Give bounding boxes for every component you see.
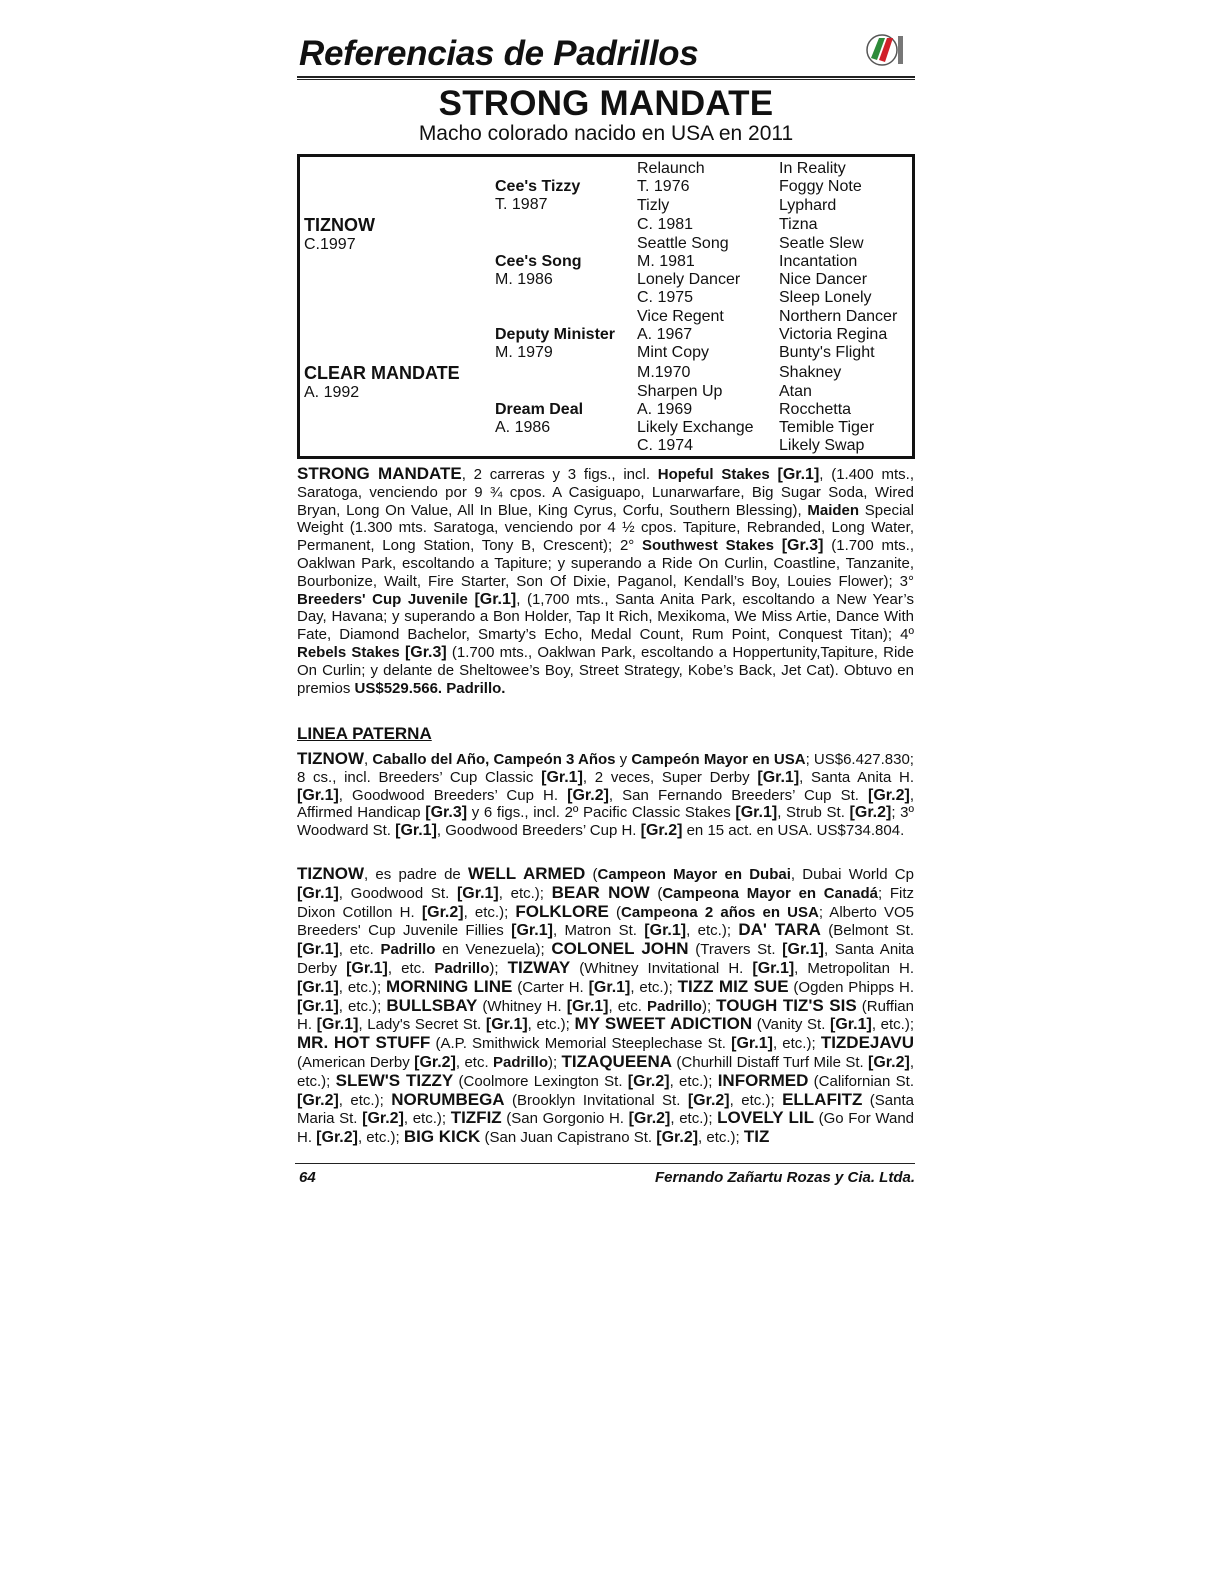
text-run: );	[701, 997, 717, 1015]
text-run: , etc.	[338, 941, 381, 959]
pedigree-g2-info: A. 1986	[495, 419, 551, 436]
text-run: , etc.);	[772, 1035, 821, 1053]
text-run: Special Weight (1.300 mts. Saratoga, venciendo por 4 ½ cpos. Tapiture, Rebranded, Long Water, Permanent, Long Station, Tony B, Crescent); 2°	[297, 501, 914, 555]
pedigree-g3-info: T. 1976	[637, 178, 690, 195]
text-run: (Carter H.	[512, 978, 589, 996]
text-run: (Whitney H.	[477, 997, 567, 1015]
horse-name-inline: COLONEL JOHN	[551, 939, 689, 959]
pedigree-dam-name: CLEAR MANDATE	[304, 363, 460, 383]
pedigree-g2-info: M. 1986	[495, 271, 553, 288]
text-run: , etc.);	[698, 1129, 744, 1147]
grade-label: [Gr.2]	[640, 822, 683, 840]
horse-name-inline: ELLAFITZ	[782, 1089, 863, 1109]
horse-name-inline: LOVELY LIL	[717, 1108, 814, 1128]
pedigree-g3-name: Lonely Dancer	[637, 271, 741, 288]
grade-label: [Gr.1]	[731, 1035, 773, 1053]
text-run: y	[615, 751, 632, 768]
grade-label: [Gr.2]	[868, 786, 910, 804]
text-run: , Metropolitan H.	[794, 959, 914, 977]
grade-label: [Gr.1]	[316, 1016, 359, 1034]
sire-record	[297, 750, 914, 840]
text-run: , Strub St.	[777, 804, 850, 822]
text-run: Padrillo	[493, 1053, 549, 1071]
section-title-linea-paterna: LINEA PATERNA	[297, 724, 432, 743]
pedigree-g4-name: Temible Tiger	[779, 419, 875, 436]
pedigree-g2-info: T. 1987	[495, 196, 548, 213]
horse-name-inline: BEAR NOW	[551, 882, 650, 902]
text-run: , es padre de	[364, 866, 468, 883]
horse-name-inline: MY SWEET ADICTION	[574, 1014, 753, 1034]
text-run: (Brooklyn Invitational St.	[504, 1091, 688, 1109]
progeny-list	[297, 865, 914, 1147]
horse-name-inline: MORNING LINE	[386, 976, 513, 996]
horse-name-inline: SLEW'S TIZZY	[335, 1070, 454, 1090]
text-run: ; US$6.427.830; 8 cs., incl. Breeders’ Cup Classic	[297, 751, 914, 786]
pedigree-g3-info: A. 1969	[637, 401, 693, 418]
text-run: (	[649, 884, 663, 902]
horse-name-inline: TIZAQUEENA	[561, 1051, 673, 1071]
text-run: , etc.);	[498, 884, 552, 902]
pedigree-g3-info: C. 1974	[637, 437, 694, 454]
pedigree-g3-name: Tizly	[637, 197, 670, 214]
text-run: Hopeful Stakes	[657, 466, 770, 483]
grade-label: [Gr.1]	[757, 768, 800, 786]
text-run: , etc.	[387, 959, 435, 977]
grade-label: [Gr.1]	[782, 941, 824, 959]
horse-name-inline: WELL ARMED	[467, 864, 586, 883]
grade-label: [Gr.1]	[752, 959, 795, 977]
text-run: , etc.);	[669, 1072, 718, 1090]
page-header	[297, 26, 915, 76]
text-run: , Matron St.	[552, 922, 645, 940]
page-number: 64	[299, 1169, 316, 1186]
horse-name: STRONG MANDATE	[438, 84, 774, 123]
grade-label: [Gr.1]	[485, 1016, 528, 1034]
pedigree-g4-name: Tizna	[779, 216, 818, 233]
grade-label: [Gr.2]	[421, 903, 464, 921]
grade-label: [Gr.1]	[395, 822, 437, 840]
grade-label: [Gr.1]	[297, 884, 339, 902]
horse-name-inline: TIZ	[743, 1127, 770, 1147]
text-run: (Santa Maria St.	[297, 1091, 915, 1128]
pedigree-g3-info: M.1970	[637, 364, 691, 381]
horse-name-inline: TOUGH TIZ'S SIS	[716, 995, 857, 1015]
pedigree-g2-name: Deputy Minister	[495, 326, 616, 343]
text-run: (Ruffian H.	[297, 997, 914, 1034]
text-run: , (1.400 mts., Saratoga, venciendo por 9 ¾ cpos. A Casiguapo, Lunarwarfare, Big Sugar Soda, Wired Bryan, Long On Value, All In Blue, King Cyrus, Corfu, Southern Blessing),	[297, 466, 914, 519]
text-run: (1.700 mts., Oaklwan Park, escoltando a Hoppertunity,Tapiture, Ride On Curlin; y delante de Sheltowee’s Boy, Street Strategy, Kobe’s Back, Jet Cat). Obtuvo en premios	[297, 643, 914, 697]
grade-label: [Gr.1]	[474, 590, 517, 608]
text-run: , Dubai World Cp	[790, 866, 914, 883]
text-run: , etc.);	[357, 1129, 404, 1147]
text-run: , etc.	[608, 997, 647, 1015]
horse-name-inline: FOLKLORE	[515, 901, 609, 921]
text-run: Padrillo	[646, 997, 702, 1015]
pedigree-g2-name: Cee's Tizzy	[495, 178, 581, 195]
pedigree-g2-info: M. 1979	[495, 344, 553, 361]
grade-label: [Gr.2]	[687, 1091, 730, 1109]
text-run: , etc.);	[403, 1110, 451, 1128]
text-run: (Churhill Distaff Turf Mile St.	[672, 1053, 869, 1071]
pedigree-g3-info: C. 1981	[637, 216, 694, 233]
text-run: , Goodwood Breeders’ Cup H.	[436, 822, 641, 840]
text-run: , Affirmed Handicap	[297, 786, 914, 822]
text-run: , Lady's Secret St.	[358, 1016, 486, 1034]
pedigree-g3-name: Sharpen Up	[637, 383, 723, 400]
text-run: Rebels Stakes	[297, 643, 400, 661]
text-run: ,	[364, 751, 373, 768]
text-run: (Ogden Phipps H.	[788, 978, 915, 996]
grade-label: [Gr.1]	[297, 997, 339, 1015]
horse-name-inline: TIZNOW	[297, 749, 365, 768]
text-run: , etc.);	[463, 903, 516, 921]
pedigree-g4-name: Shakney	[779, 364, 842, 381]
pedigree-g2-name: Cee's Song	[495, 253, 582, 270]
text-run: , etc.);	[338, 978, 387, 996]
grade-label: [Gr.2]	[656, 1129, 699, 1147]
grade-label: [Gr.1]	[588, 978, 631, 996]
text-run: (American Derby	[297, 1053, 415, 1071]
horse-name-inline: BULLSBAY	[386, 995, 478, 1015]
pedigree-g4-name: Lyphard	[779, 197, 837, 214]
pedigree-g4-name: In Reality	[779, 160, 846, 177]
pedigree-g4-name: Northern Dancer	[779, 308, 898, 325]
text-run: , etc.);	[297, 1053, 914, 1090]
grade-label: [Gr.2]	[316, 1129, 358, 1147]
grade-label: [Gr.2]	[849, 804, 892, 822]
horse-name-inline: BIG KICK	[403, 1127, 481, 1147]
text-run: (Californian St.	[808, 1072, 915, 1090]
header-title: Referencias de Padrillos	[299, 34, 699, 73]
grade-label: [Gr.1]	[297, 941, 339, 959]
horse-name-inline: DA' TARA	[738, 920, 821, 940]
pedigree-g4-name: Sleep Lonely	[779, 289, 872, 306]
horse-name-inline: NORUMBEGA	[391, 1089, 505, 1109]
text-run: , etc.);	[729, 1091, 783, 1109]
text-run: (Coolmore Lexington St.	[453, 1072, 628, 1090]
publisher-logo-icon	[865, 30, 905, 70]
pedigree-g4-name: Likely Swap	[779, 437, 865, 454]
horse-description: Macho colorado nacido en USA en 2011	[418, 122, 794, 145]
text-run: , Goodwood Breeders’ Cup H.	[338, 786, 568, 804]
pedigree-g2-name: Dream Deal	[495, 401, 584, 418]
text-run: , etc.	[455, 1053, 493, 1071]
grade-label: [Gr.2]	[628, 1110, 671, 1128]
text-run: (Travers St.	[688, 941, 783, 959]
pedigree-g3-name: Vice Regent	[637, 308, 724, 325]
grade-label: [Gr.2]	[868, 1053, 910, 1071]
header-rule	[297, 76, 915, 80]
text-run: (San Juan Capistrano St.	[480, 1129, 657, 1147]
text-run: en 15 act. en USA. US$734.804.	[682, 822, 905, 840]
pedigree-g3-name: Likely Exchange	[637, 419, 754, 436]
text-run: Southwest Stakes	[642, 537, 774, 555]
pedigree-g4-name: Incantation	[779, 253, 858, 270]
footer-rule	[295, 1163, 915, 1164]
grade-label: [Gr.1]	[777, 466, 820, 483]
grade-label: [Gr.1]	[541, 768, 583, 786]
text-run: (San Gorgonio H.	[501, 1110, 629, 1128]
text-run: Padrillo	[434, 959, 490, 977]
text-run: US$529.566. Padrillo.	[354, 679, 506, 697]
grade-label: [Gr.3]	[781, 537, 824, 555]
pedigree-g3-info: A. 1967	[637, 326, 693, 343]
text-run: y 6 figs., incl. 2º Pacific Classic Stakes	[467, 804, 736, 822]
grade-label: [Gr.2]	[414, 1053, 456, 1071]
racing-record	[297, 465, 914, 697]
pedigree-g4-name: Rocchetta	[779, 401, 852, 418]
text-run: Breeders' Cup Juvenile	[297, 590, 468, 608]
text-run	[774, 537, 782, 554]
text-run: , Santa Anita H.	[799, 768, 915, 786]
text-run: en Venezuela);	[435, 941, 552, 959]
grade-label: [Gr.1]	[346, 959, 388, 977]
pedigree-dam-info: A. 1992	[304, 384, 360, 401]
text-run: Campeón Mayor en USA	[631, 751, 806, 768]
horse-name-inline: TIZFIZ	[450, 1108, 502, 1128]
grade-label: [Gr.1]	[566, 997, 609, 1015]
text-run: (Whitney Invitational H.	[570, 959, 753, 977]
grade-label: [Gr.1]	[297, 978, 339, 996]
text-run: ; Fitz Dixon Cotillon H.	[297, 884, 914, 921]
text-run: Maiden	[807, 501, 860, 519]
text-run: , (1,700 mts., Santa Anita Park, escoltando a New Year’s Day, Havana; y superando a Bon Holder, Tap It Rich, Mexikoma, We Miss Artie, Dance With Fate, Diamond Bachelor, Smarty’s Echo, Medal Count, Rum Point, Conquest Titan); 4º	[297, 590, 914, 644]
horse-name-inline: TIZDEJAVU	[820, 1033, 915, 1053]
pedigree-g3-info: M. 1981	[637, 253, 695, 270]
pedigree-g3-name: Seattle Song	[637, 235, 729, 252]
publisher-name: Fernando Zañartu Rozas y Cia. Ltda.	[654, 1169, 915, 1186]
grade-label: [Gr.3]	[425, 804, 468, 822]
grade-label: [Gr.1]	[511, 922, 553, 940]
text-run: , 2 veces, Super Derby	[582, 768, 758, 786]
text-run: ; 3º Woodward St.	[297, 804, 914, 840]
text-run: , 2 carreras y 3 figs., incl.	[461, 466, 658, 483]
text-run: , etc.);	[871, 1016, 914, 1034]
text-run: (Go For Wand H.	[297, 1110, 915, 1147]
text-run: Caballo del Año, Campeón 3 Años	[372, 751, 616, 768]
pedigree-g4-name: Bunty's Flight	[779, 344, 875, 361]
text-run: (Vanity St.	[752, 1016, 831, 1034]
horse-name-inline: STRONG MANDATE	[297, 464, 462, 483]
grade-label: [Gr.2]	[297, 1091, 339, 1109]
pedigree-g3-info: C. 1975	[637, 289, 694, 306]
grade-label: [Gr.3]	[404, 643, 447, 661]
text-run: );	[489, 959, 508, 977]
text-run: Campeona 2 años en USA	[621, 903, 819, 921]
text-run: ; Alberto VO5 Breeders' Cup Juvenile Fillies	[297, 903, 914, 940]
pedigree-g3-name: Relaunch	[637, 160, 705, 177]
grade-label: [Gr.2]	[362, 1110, 404, 1128]
text-run: Campeona Mayor en Canadá	[662, 884, 878, 902]
text-run: Campeon Mayor en Dubai	[597, 866, 791, 883]
horse-name-inline: INFORMED	[717, 1070, 809, 1090]
text-run: (1.700 mts., Oaklwan Park, escoltando a Tapiture; y superando a Ride On Curlin, Coastline, Tanzanite, Bourbonize, Wailt, Fire Starter, Son Of Dixie, Paganol, Kendall’s Boy, Louies Flower); 3°	[297, 537, 914, 590]
pedigree-g4-name: Atan	[779, 383, 812, 400]
horse-name-inline: TIZNOW	[297, 864, 365, 883]
grade-label: [Gr.1]	[297, 786, 339, 804]
grade-label: [Gr.1]	[735, 804, 778, 822]
grade-label: [Gr.1]	[644, 922, 687, 940]
pedigree-table	[297, 154, 915, 459]
text-run: Padrillo	[380, 941, 436, 959]
pedigree-g4-name: Foggy Note	[779, 178, 862, 195]
text-run: , San Fernando Breeders’ Cup St.	[608, 786, 869, 804]
text-run: , Santa Anita Derby	[297, 941, 914, 977]
document-page	[297, 26, 915, 1186]
pedigree-g4-name: Victoria Regina	[779, 326, 888, 343]
pedigree-g3-name: Mint Copy	[637, 344, 710, 361]
text-run: , etc.);	[338, 1091, 392, 1109]
text-run: , etc.);	[338, 997, 387, 1015]
text-run: (Belmont St.	[820, 922, 915, 940]
pedigree-sire-info: C.1997	[304, 236, 356, 253]
text-run: , etc.);	[630, 978, 678, 996]
text-run: , etc.);	[527, 1016, 575, 1034]
grade-label: [Gr.1]	[830, 1016, 872, 1034]
text-run: , Goodwood St.	[338, 884, 457, 902]
pedigree-g4-name: Nice Dancer	[779, 271, 868, 288]
horse-name-inline: MR. HOT STUFF	[297, 1033, 431, 1053]
pedigree-sire-name: TIZNOW	[304, 215, 375, 235]
pedigree-g4-name: Seatle Slew	[779, 235, 864, 252]
grade-label: [Gr.2]	[567, 786, 609, 804]
grade-label: [Gr.1]	[456, 884, 499, 902]
text-run: (	[585, 866, 598, 883]
text-run: , etc.);	[670, 1110, 718, 1128]
horse-name-inline: TIZWAY	[507, 957, 571, 977]
text-run: );	[548, 1053, 562, 1071]
text-run: (A.P. Smithwick Memorial Steeplechase St.	[430, 1035, 732, 1053]
text-run: , etc.);	[686, 922, 739, 940]
text-run: (	[608, 903, 622, 921]
grade-label: [Gr.2]	[627, 1072, 670, 1090]
horse-name-inline: TIZZ MIZ SUE	[677, 976, 789, 996]
